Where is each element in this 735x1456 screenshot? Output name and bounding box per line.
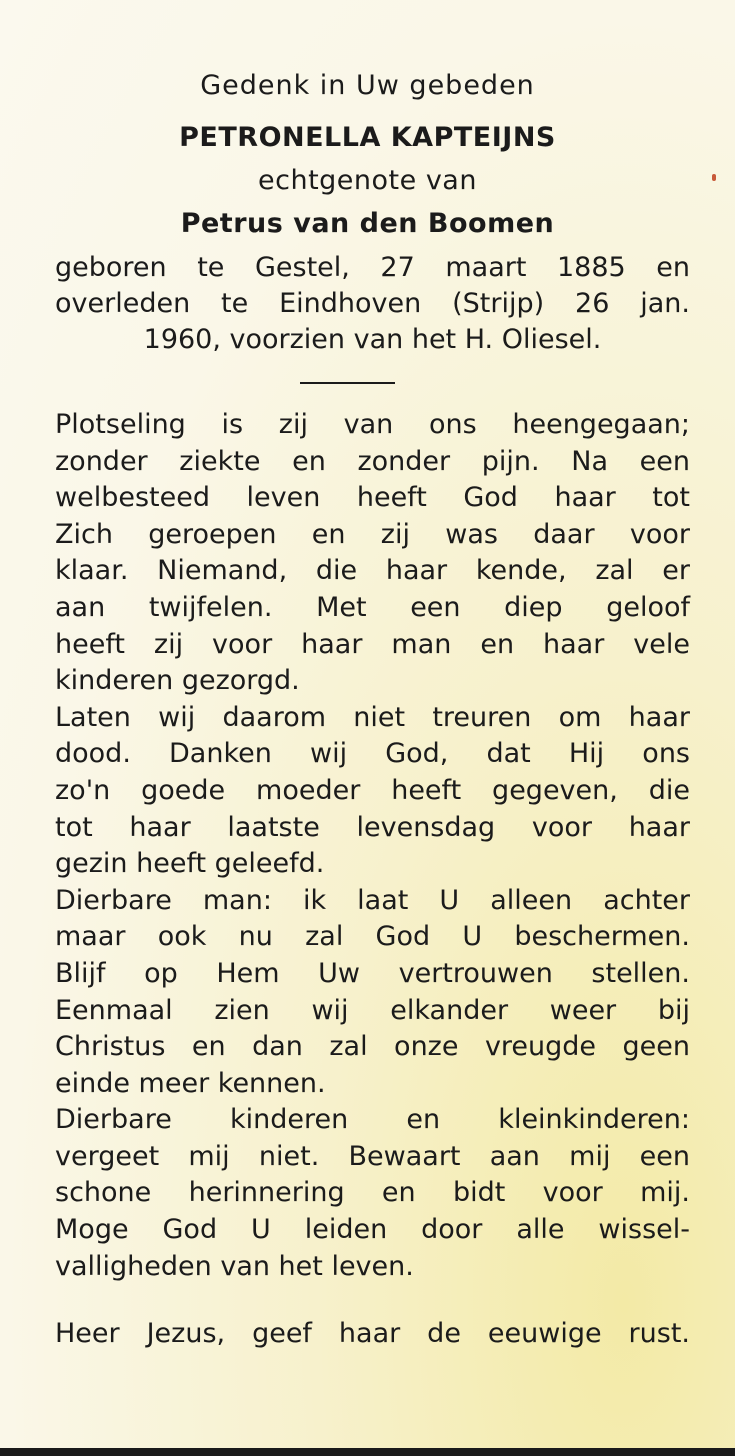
- dates-line: geboren te Gestel, 27 maart 1885 en: [55, 252, 690, 283]
- text-line: gezin heeft geleefd.: [55, 848, 325, 880]
- text-line: Dierbare man: ik laat U alleen achter: [55, 884, 690, 916]
- deceased-name: PETRONELLA KAPTEIJNS: [179, 122, 556, 153]
- text-line: welbesteed leven heeft God haar tot: [55, 482, 690, 514]
- prayer-invocation: Gedenk in Uw gebeden: [200, 70, 535, 101]
- spouse-name: Petrus van den Boomen: [180, 208, 555, 239]
- memorial-text: [55, 407, 690, 1285]
- text-line: Dierbare kinderen en kleinkinderen:: [55, 1104, 690, 1136]
- text-line: kinderen gezorgd.: [55, 665, 300, 697]
- text-line: valligheden van het leven.: [55, 1250, 414, 1282]
- text-line: heeft zij voor haar man en haar vele: [55, 628, 690, 660]
- dates-line: 1960, voorzien van het H. Oliesel.: [143, 324, 602, 355]
- text-line: zo'n goede moeder heeft gegeven, die: [55, 774, 690, 806]
- text-line: dood. Danken wij God, dat Hij ons: [55, 738, 690, 770]
- life-dates: [55, 250, 690, 358]
- text-line: Moge God U leiden door alle wissel-: [55, 1214, 690, 1246]
- text-line: Laten wij daarom niet treuren om haar: [55, 701, 690, 733]
- text-line: maar ook nu zal God U beschermen.: [55, 921, 690, 953]
- text-line: Zich geroepen en zij was daar voor: [55, 518, 690, 550]
- text-line: schone herinnering en bidt voor mij.: [55, 1177, 690, 1209]
- text-line: einde meer kennen.: [55, 1067, 326, 1099]
- divider: [300, 382, 395, 384]
- text-line: tot haar laatste levensdag voor haar: [55, 811, 690, 843]
- print-speck: [712, 174, 716, 181]
- text-line: klaar. Niemand, die haar kende, zal er: [55, 555, 690, 587]
- text-line: aan twijfelen. Met een diep geloof: [55, 591, 690, 623]
- closing-prayer: Heer Jezus, geef haar de eeuwige rust.: [55, 1318, 690, 1349]
- relation-label: echtgenote van: [258, 165, 477, 196]
- text-line: Plotseling is zij van ons heengegaan;: [55, 409, 690, 440]
- dates-line: overleden te Eindhoven (Strijp) 26 jan.: [55, 288, 690, 319]
- text-line: zonder ziekte en zonder pijn. Na een: [55, 445, 690, 477]
- text-line: Blijf op Hem Uw vertrouwen stellen.: [55, 957, 690, 989]
- text-line: Christus en dan zal onze vreugde geen: [55, 1031, 690, 1063]
- text-line: Eenmaal zien wij elkander weer bij: [55, 994, 690, 1026]
- text-line: vergeet mij niet. Bewaart aan mij een: [55, 1140, 690, 1172]
